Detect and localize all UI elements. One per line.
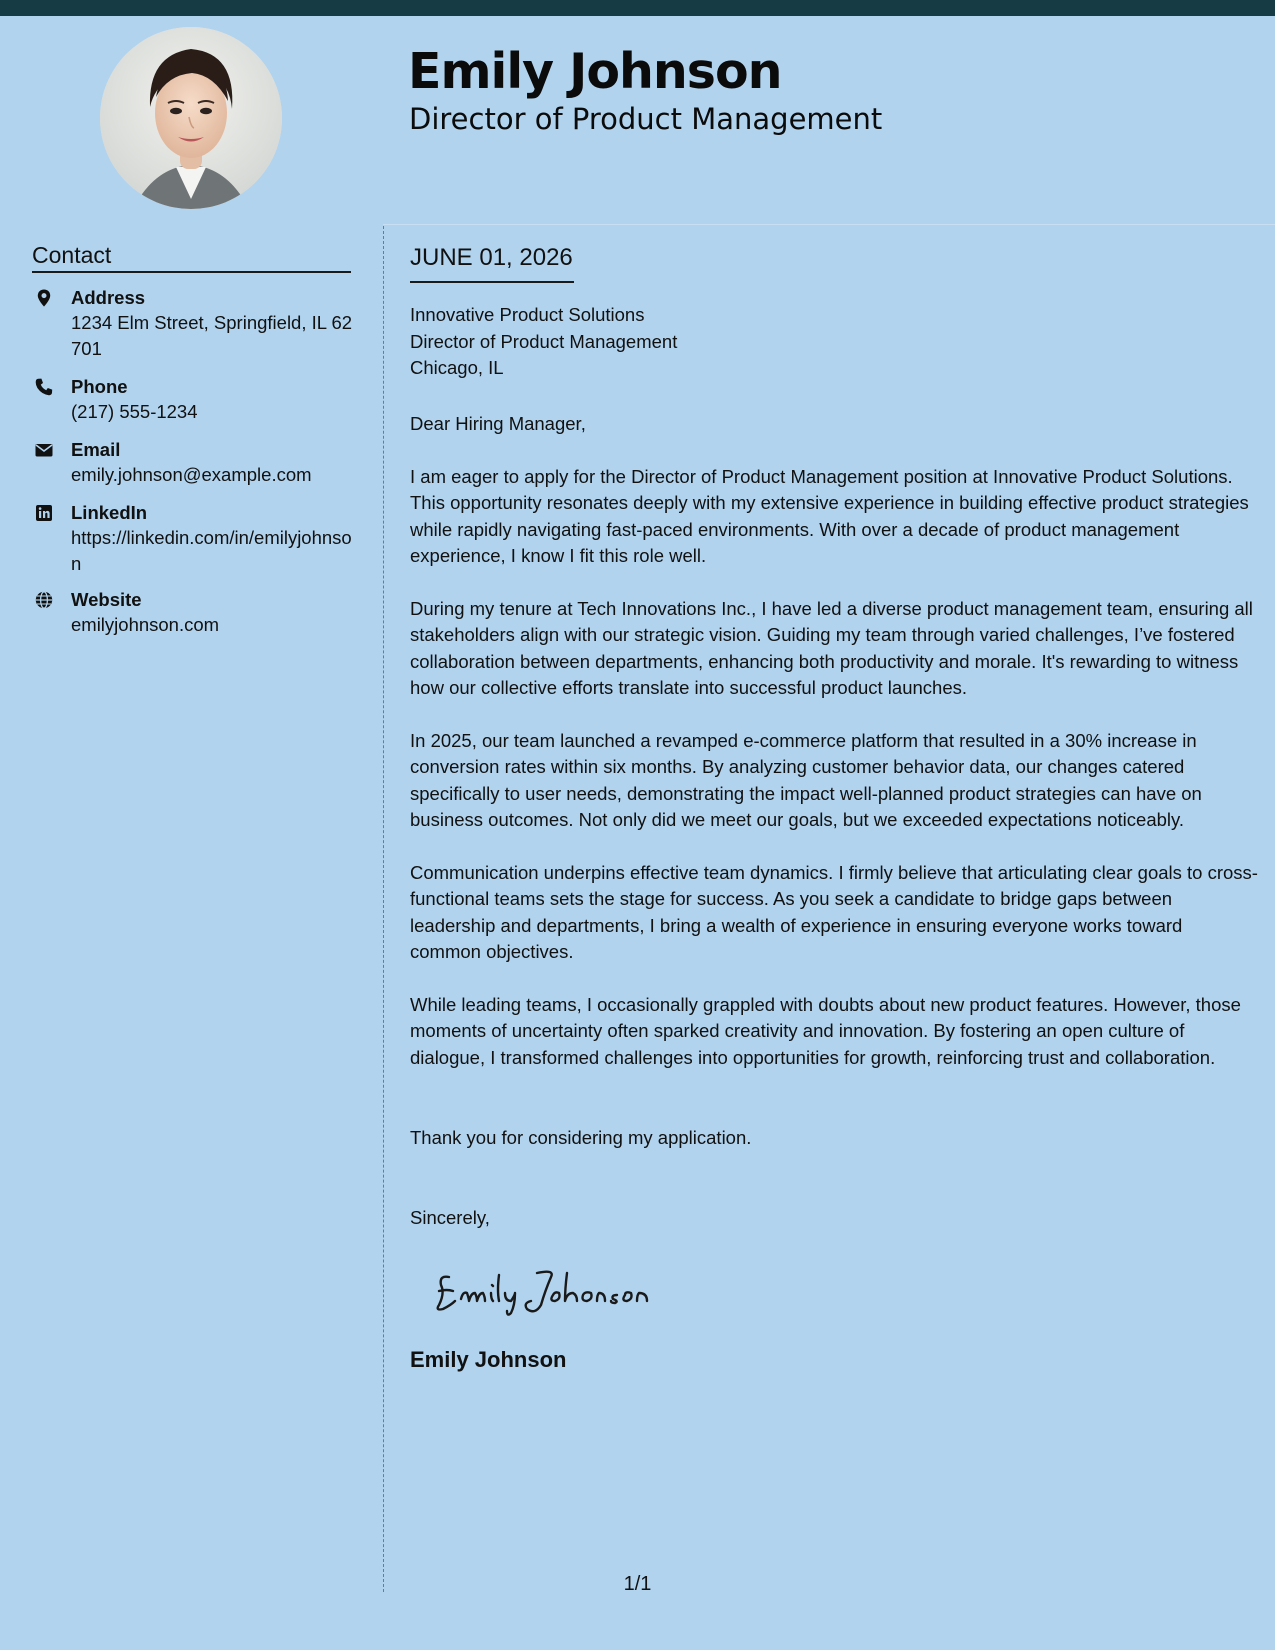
signer-name: Emily Johnson <box>410 1347 567 1372</box>
envelope-icon <box>34 440 54 460</box>
globe-icon <box>34 590 54 610</box>
top-bar <box>0 0 1275 16</box>
letter-greeting: Dear Hiring Manager, <box>410 413 586 434</box>
map-pin-icon <box>34 288 54 308</box>
contact-value-phone: (217) 555-1234 <box>71 401 198 422</box>
header-divider <box>383 224 1275 225</box>
handwritten-signature <box>425 1255 665 1325</box>
profile-photo <box>100 27 282 209</box>
recipient-company: Innovative Product Solutions <box>410 304 645 325</box>
column-divider <box>383 226 384 1592</box>
recipient-position: Director of Product Management <box>410 330 678 352</box>
contact-value-linkedin[interactable]: https://linkedin.com/in/emilyjohnson <box>71 527 352 574</box>
contact-label-address: Address <box>71 287 146 308</box>
recipient-block <box>410 302 1250 382</box>
letter-date: JUNE 01, 2026 <box>410 244 573 271</box>
page-number: 1/1 <box>623 1573 652 1595</box>
contact-value-address: 1234 Elm Street, Springfield, IL 62701 <box>71 312 353 359</box>
contact-label-linkedin: LinkedIn <box>71 502 148 523</box>
linkedin-icon <box>34 503 54 523</box>
applicant-name: Emily Johnson <box>408 43 782 100</box>
phone-icon <box>34 377 54 397</box>
letter-paragraph: While leading teams, I occasionally grappled with doubts about new product features. However, those moments of uncertainty often sparked creativity and innovation. By fostering an open culture of dialogue, I transformed challenges into opportunities for growth, reinforcing trust and collaboration. <box>410 994 1241 1068</box>
applicant-title: Director of Product Management <box>409 102 883 136</box>
letter-signoff: Sincerely, <box>410 1207 490 1228</box>
contact-value-email[interactable]: emily.johnson@example.com <box>71 464 312 485</box>
recipient-location: Chicago, IL <box>410 357 504 378</box>
contact-value-website[interactable]: emilyjohnson.com <box>71 614 220 635</box>
letter-paragraph: I am eager to apply for the Director of Product Management position at Innovative Product Solutions. This opportunity resonates deeply with my extensive experience in building effective product strategies while rapidly navigating fast-paced environments. With over a decade of product management experience, I know I fit this role well. <box>410 466 1249 567</box>
letter-paragraph: In 2025, our team launched a revamped e-commerce platform that resulted in a 30% increase in conversion rates within six months. By analyzing customer behavior data, our changes catered specifically to user needs, demonstrating the impact well-planned product strategies can have on business outcomes. Not only did we meet our goals, but we exceeded expectations noticeably. <box>410 730 1202 831</box>
contact-label-phone: Phone <box>71 376 128 397</box>
letter-paragraph: During my tenure at Tech Innovations Inc., I have led a diverse product management team, ensuring all stakeholders align with our strategic vision. Guiding my team through varied challenges, I’ve fostered collaboration between departments, enhancing both productivity and morale. It's rewarding to witness how our collective efforts translate into successful product launches. <box>410 598 1253 699</box>
contact-label-email: Email <box>71 439 121 460</box>
letter-paragraph: Communication underpins effective team dynamics. I firmly believe that articulating clear goals to cross-functional teams sets the stage for success. As you seek a candidate to bridge gaps between leadership and departments, I bring a wealth of experience in ensuring everyone works toward common objectives. <box>410 862 1258 963</box>
contact-heading-rule <box>32 271 351 273</box>
date-underline <box>410 281 574 283</box>
contact-label-website: Website <box>71 589 142 610</box>
contact-heading: Contact <box>32 242 112 268</box>
letter-closing-line: Thank you for considering my application. <box>410 1127 752 1148</box>
